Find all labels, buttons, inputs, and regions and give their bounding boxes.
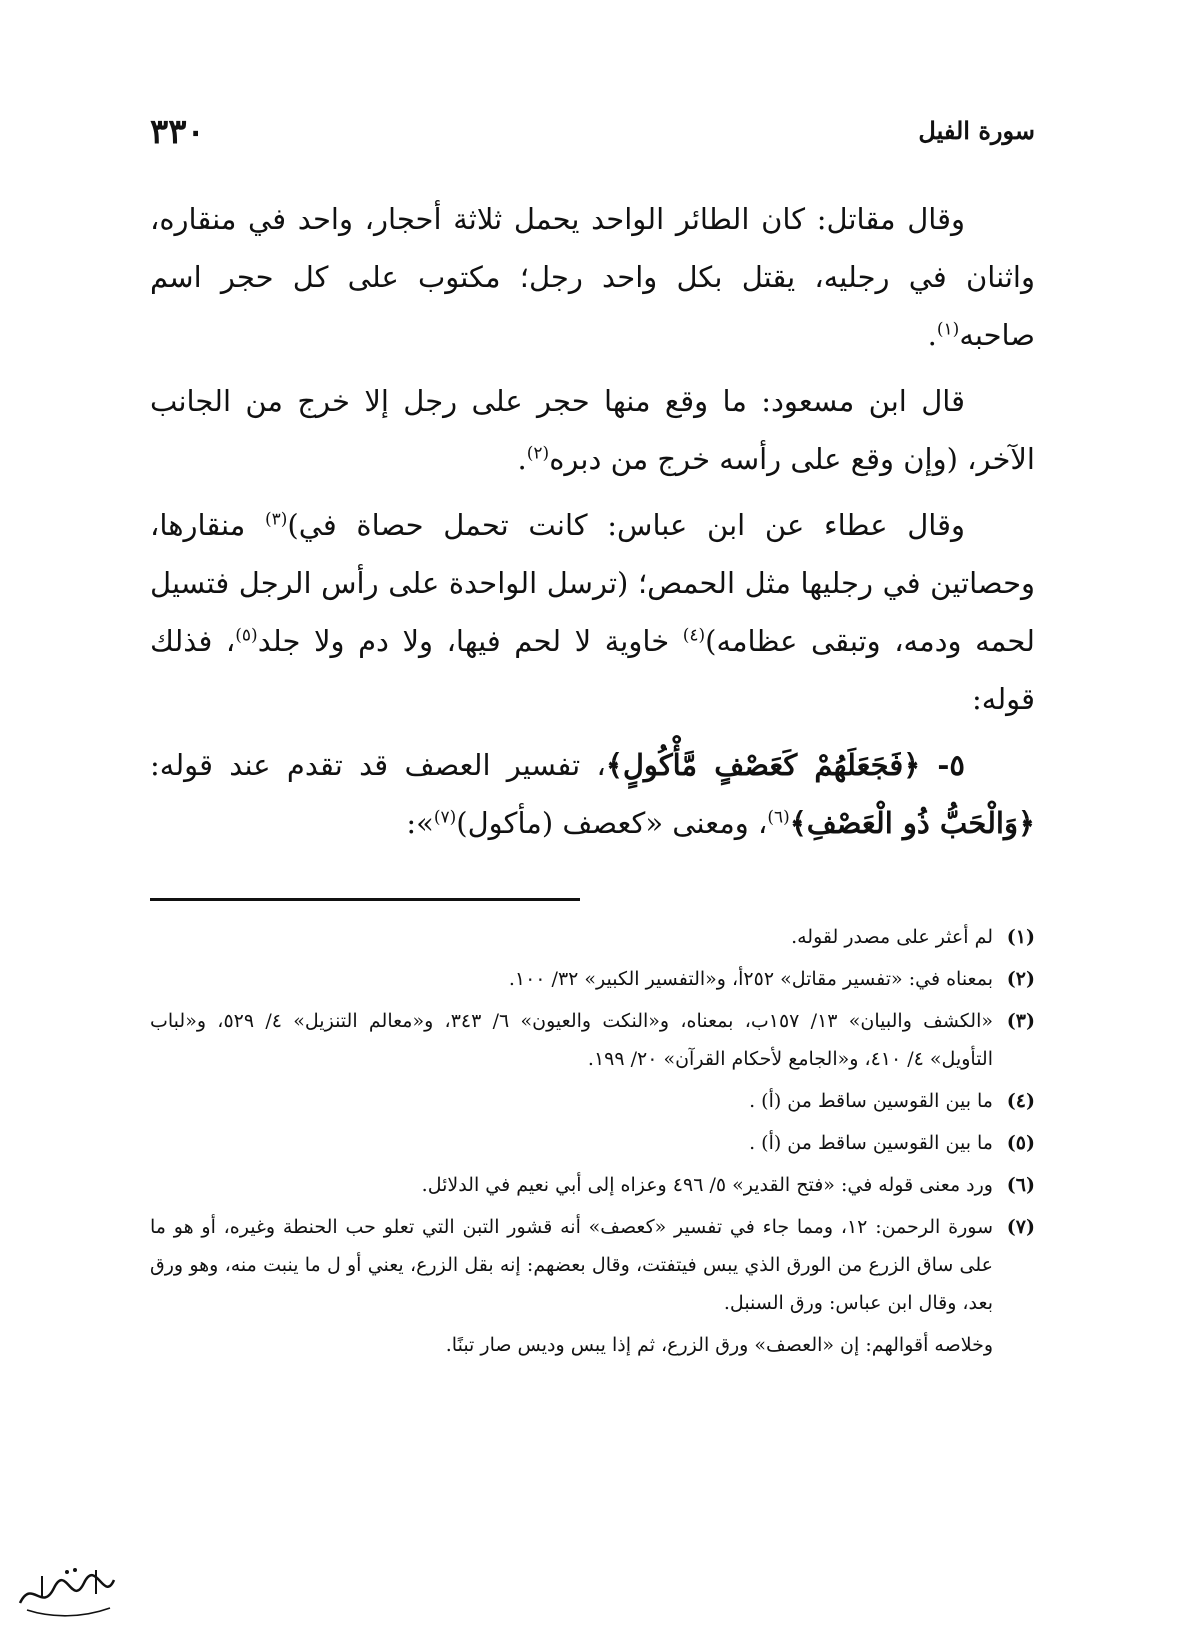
page-number: ٣٣٠: [150, 112, 205, 152]
footnote-3: (٣) «الكشف والبيان» ١٣/ ١٥٧ب، بمعناه، و«النكت والعيون» ٦/ ٣٤٣، و«معالم التنزيل» ٤/ ٥٢٩، و«لباب التأويل» ٤/ ٤١٠، و«الجامع لأحكام القرآن» ٢٠/ ١٩٩.: [150, 1010, 1035, 1070]
footnote-ref[interactable]: (٧): [433, 807, 457, 828]
footnote-ref[interactable]: (٢): [526, 443, 550, 464]
footnote-1: (١) لم أعثر على مصدر لقوله.: [791, 926, 1035, 948]
footnote-ref[interactable]: (٥): [235, 625, 258, 646]
logo-graphic: [12, 1558, 122, 1628]
footnote-ref[interactable]: (٤): [682, 625, 706, 646]
footnote-4: (٤) ما بين القوسين ساقط من (أ) .: [749, 1090, 1035, 1112]
verse-number: ٥-: [920, 748, 965, 782]
footnote-2: (٢) بمعناه في: «تفسير مقاتل» ٢٥٢أ، و«التفسير الكبير» ٣٢/ ١٠٠.: [508, 968, 1035, 990]
main-text: [150, 190, 1035, 860]
footnote-continuation: وخلاصه أقوالهم: إن «العصف» ورق الزرع، ثم إذا يبس وديس صار تبنًا.: [445, 1334, 993, 1356]
surah-title: سورة الفيل: [918, 116, 1035, 145]
footnote-ref[interactable]: (١): [936, 319, 960, 340]
paragraph-muqatil: وقال مقاتل: كان الطائر الواحد يحمل ثلاثة أحجار، واحد في منقاره، واثنان في رجليه، يقتل بكل واحد رجل؛ مكتوب على كل حجر اسم صاحبه$^{(١)}$.: [150, 202, 1035, 352]
paragraph-verse-5: ٥- ﴿فَجَعَلَهُمْ كَعَصْفٍ مَّأْكُولٍ﴾، تفسير العصف قد تقدم عند قوله: ﴿وَالْحَبُّ ذُو الْعَصْفِ﴾$^{(٦)}$، ومعنى «كعصف (مأكول)$^{(٧)}$»:: [150, 748, 1035, 840]
quran-ayah: ﴿فَجَعَلَهُمْ كَعَصْفٍ مَّأْكُولٍ﴾: [605, 748, 921, 782]
quran-ayah: ﴿وَالْحَبُّ ذُو الْعَصْفِ﴾: [789, 806, 1035, 840]
paragraph-ibn-masud: قال ابن مسعود: ما وقع منها حجر على رجل إلا خرج من الجانب الآخر، (وإن وقع على رأسه خرج من دبره$^{(٢)}$.: [150, 384, 1035, 476]
footnotes: [150, 918, 1035, 1364]
footnote-ref[interactable]: (٣): [264, 509, 288, 530]
footnote-separator: [150, 898, 580, 901]
page-header: [150, 112, 1035, 162]
footnote-6: (٦) ورد معنى قوله في: «فتح القدير» ٥/ ٤٩٦ وعزاه إلى أبي نعيم في الدلائل.: [421, 1174, 1035, 1196]
footnote-7: (٧) سورة الرحمن: ١٢، ومما جاء في تفسير «كعصف» أنه قشور التبن التي تعلو حب الحنطة وغيره، أو هو ما على ساق الزرع من الورق الذي يبس فيتفتت، وقال بعضهم: إنه بقل الزرع، يعني أو ل ما ينبت منه، وهو ورق بعد، وقال ابن عباس: ورق السنبل.: [150, 1216, 1035, 1314]
footnote-5: (٥) ما بين القوسين ساقط من (أ) .: [749, 1132, 1035, 1154]
paragraph-ata: وقال عطاء عن ابن عباس: كانت تحمل حصاة في)$^{(٣)}$ منقارها، وحصاتين في رجليها مثل الحمص؛ (ترسل الواحدة على رأس الرجل فتسيل لحمه ودمه، وتبقى عظامه)$^{(٤)}$ خاوية لا لحم فيها، ولا دم ولا جلد$^{(٥)}$، فذلك قوله:: [150, 508, 1035, 716]
footnote-ref[interactable]: (٦): [767, 807, 790, 828]
calligraphy-logo-icon: [12, 1558, 122, 1628]
